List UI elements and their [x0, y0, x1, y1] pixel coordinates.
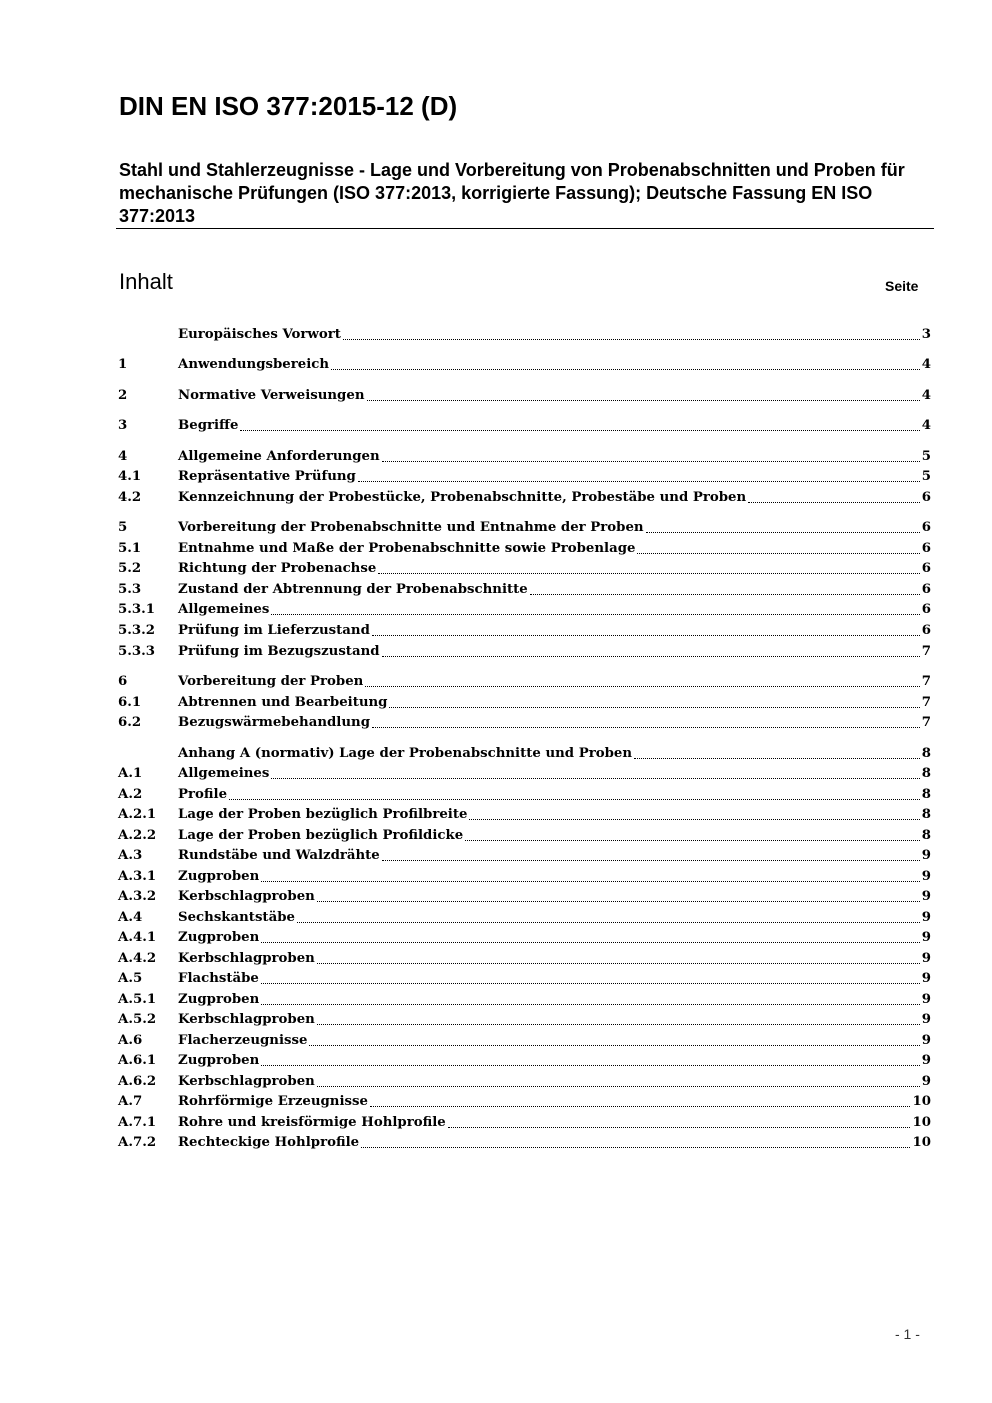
toc-entry-title: Zugproben	[178, 930, 260, 945]
toc-entry-page: 8	[921, 766, 931, 781]
toc-entry-page: 7	[921, 695, 931, 710]
toc-leader-dots	[271, 778, 919, 779]
toc-entry-number: A.1	[118, 766, 143, 781]
toc-heading: Inhalt	[119, 269, 173, 294]
toc-entry-number: 4	[118, 449, 128, 464]
toc-entry-title: Flacherzeugnisse	[178, 1033, 308, 1048]
toc-leader-dots	[261, 983, 920, 984]
toc-entry-number: A.2.1	[118, 807, 157, 822]
toc-entry-page: 10	[912, 1094, 931, 1109]
table-of-contents	[118, 0, 931, 1403]
toc-entry-title: Kerbschlagproben	[178, 889, 315, 904]
toc-entry-page: 7	[921, 715, 931, 730]
page-column-label: Seite	[885, 278, 919, 294]
toc-entry[interactable]	[118, 325, 931, 345]
toc-entry[interactable]	[118, 785, 931, 805]
toc-entry-number: A.6.2	[118, 1074, 157, 1089]
toc-entry-number: 5.1	[118, 541, 142, 556]
toc-entry-number: 5.3.3	[118, 644, 156, 659]
toc-entry[interactable]	[118, 846, 931, 866]
toc-leader-dots	[317, 1086, 920, 1087]
toc-leader-dots	[382, 461, 920, 462]
toc-entry[interactable]	[118, 467, 931, 487]
toc-entry[interactable]	[118, 416, 931, 436]
toc-entry[interactable]	[118, 559, 931, 579]
toc-entry-page: 5	[921, 449, 931, 464]
toc-entry-title: Vorbereitung der Probenabschnitte und Entnahme der Proben	[178, 520, 644, 535]
toc-entry[interactable]	[118, 693, 931, 713]
toc-entry-title: Rundstäbe und Walzdrähte	[178, 848, 380, 863]
toc-entry[interactable]	[118, 1113, 931, 1133]
toc-entry-number: A.5.1	[118, 992, 157, 1007]
toc-entry-page: 8	[921, 787, 931, 802]
toc-entry[interactable]	[118, 621, 931, 641]
toc-entry-title: Sechskantstäbe	[178, 910, 295, 925]
toc-leader-dots	[361, 1147, 910, 1148]
toc-entry-title: Bezugswärmebehandlung	[178, 715, 370, 730]
toc-entry-page: 9	[921, 1033, 931, 1048]
toc-leader-dots	[382, 656, 920, 657]
toc-leader-dots	[367, 400, 920, 401]
toc-entry-title: Vorbereitung der Proben	[178, 674, 364, 689]
toc-entry[interactable]	[118, 826, 931, 846]
toc-entry-number: 3	[118, 418, 128, 433]
toc-entry-page: 4	[921, 418, 931, 433]
toc-entry-number: 5.3.2	[118, 623, 156, 638]
toc-entry-page: 9	[921, 1053, 931, 1068]
toc-entry-title: Allgemeines	[178, 766, 270, 781]
toc-leader-dots	[469, 819, 919, 820]
toc-leader-dots	[271, 614, 919, 615]
toc-entry-title: Rohrförmige Erzeugnisse	[178, 1094, 368, 1109]
toc-entry-page: 9	[921, 951, 931, 966]
toc-entry-number: A.6.1	[118, 1053, 157, 1068]
toc-entry[interactable]	[118, 642, 931, 662]
toc-entry-page: 6	[921, 561, 931, 576]
toc-entry-page: 4	[921, 357, 931, 372]
toc-entry-page: 9	[921, 1012, 931, 1027]
toc-leader-dots	[317, 1024, 920, 1025]
toc-entry-page: 9	[921, 848, 931, 863]
toc-entry-number: A.4	[118, 910, 143, 925]
toc-leader-dots	[389, 707, 919, 708]
toc-entry-title: Zugproben	[178, 992, 260, 1007]
toc-entry-page: 10	[912, 1115, 931, 1130]
toc-leader-dots	[634, 758, 920, 759]
toc-entry-number: 5.3	[118, 582, 142, 597]
toc-entry-page: 5	[921, 469, 931, 484]
toc-entry[interactable]	[118, 447, 931, 467]
toc-entry-title: Anwendungsbereich	[178, 357, 330, 372]
toc-entry-number: 5.3.1	[118, 602, 156, 617]
toc-entry-number: A.4.2	[118, 951, 157, 966]
toc-entry-title: Repräsentative Prüfung	[178, 469, 356, 484]
toc-entry-page: 7	[921, 644, 931, 659]
document-title: DIN EN ISO 377:2015-12 (D)	[119, 91, 458, 121]
toc-entry-number: 4.2	[118, 490, 142, 505]
toc-leader-dots	[261, 942, 919, 943]
toc-entry[interactable]	[118, 867, 931, 887]
toc-entry-title: Kerbschlagproben	[178, 1012, 315, 1027]
toc-leader-dots	[331, 369, 920, 370]
toc-entry-title: Entnahme und Maße der Probenabschnitte sowie Probenlage	[178, 541, 636, 556]
toc-entry[interactable]	[118, 908, 931, 928]
toc-leader-dots	[229, 799, 920, 800]
toc-entry[interactable]	[118, 949, 931, 969]
toc-entry-page: 6	[921, 490, 931, 505]
toc-entry-title: Allgemeine Anforderungen	[178, 449, 380, 464]
toc-entry-page: 9	[921, 1074, 931, 1089]
toc-entry-title: Zustand der Abtrennung der Probenabschnitte	[178, 582, 528, 597]
toc-entry-number: A.3.2	[118, 889, 157, 904]
toc-entry[interactable]	[118, 969, 931, 989]
toc-entry[interactable]	[118, 1051, 931, 1071]
toc-entry[interactable]	[118, 355, 931, 375]
toc-leader-dots	[309, 1045, 919, 1046]
toc-entry[interactable]	[118, 1010, 931, 1030]
toc-entry-page: 6	[921, 520, 931, 535]
toc-entry-title: Kerbschlagproben	[178, 1074, 315, 1089]
page-number: - 1 -	[895, 1326, 920, 1342]
toc-entry-number: A.7.2	[118, 1135, 157, 1150]
toc-entry[interactable]	[118, 600, 931, 620]
toc-entry-page: 6	[921, 623, 931, 638]
toc-entry[interactable]	[118, 744, 931, 764]
toc-entry-page: 9	[921, 930, 931, 945]
toc-entry[interactable]	[118, 518, 931, 538]
toc-entry[interactable]	[118, 928, 931, 948]
toc-entry[interactable]	[118, 672, 931, 692]
toc-entry-page: 6	[921, 602, 931, 617]
toc-leader-dots	[261, 1065, 919, 1066]
toc-entry-page: 3	[921, 327, 931, 342]
toc-entry-number: A.5	[118, 971, 143, 986]
toc-entry-title: Allgemeines	[178, 602, 270, 617]
toc-leader-dots	[343, 339, 920, 340]
toc-entry-number: 5.2	[118, 561, 142, 576]
toc-entry-number: A.3	[118, 848, 143, 863]
toc-leader-dots	[370, 1106, 911, 1107]
toc-entry-title: Richtung der Probenachse	[178, 561, 377, 576]
document-subtitle: Stahl und Stahlerzeugnisse - Lage und Vorbereitung von Probenabschnitten und Proben für mechanische Prüfungen (ISO 377:2013, korrigierte Fassung); Deutsche Fassung EN ISO 377:2013	[119, 160, 905, 226]
toc-leader-dots	[530, 594, 920, 595]
toc-entry-number: A.7	[118, 1094, 143, 1109]
toc-leader-dots	[358, 481, 920, 482]
toc-entry-number: A.2.2	[118, 828, 157, 843]
toc-entry-page: 9	[921, 889, 931, 904]
toc-entry-title: Anhang A (normativ) Lage der Probenabschnitte und Proben	[178, 746, 633, 761]
toc-entry-title: Lage der Proben bezüglich Profilbreite	[178, 807, 468, 822]
toc-entry-title: Kerbschlagproben	[178, 951, 315, 966]
toc-entry-page: 7	[921, 674, 931, 689]
toc-entry-number: 6.1	[118, 695, 142, 710]
toc-entry[interactable]	[118, 805, 931, 825]
toc-leader-dots	[240, 430, 919, 431]
toc-entry-number: A.5.2	[118, 1012, 157, 1027]
toc-entry-page: 9	[921, 992, 931, 1007]
toc-leader-dots	[465, 840, 920, 841]
toc-entry-page: 6	[921, 582, 931, 597]
toc-entry-number: 4.1	[118, 469, 142, 484]
toc-leader-dots	[297, 922, 920, 923]
toc-entry[interactable]	[118, 539, 931, 559]
toc-entry[interactable]	[118, 1031, 931, 1051]
toc-entry-page: 8	[921, 828, 931, 843]
toc-entry-number: 6.2	[118, 715, 142, 730]
toc-entry-page: 9	[921, 869, 931, 884]
toc-entry-number: A.3.1	[118, 869, 157, 884]
toc-entry[interactable]	[118, 580, 931, 600]
toc-entry-number: 2	[118, 388, 128, 403]
toc-entry-title: Rechteckige Hohlprofile	[178, 1135, 360, 1150]
toc-entry-number: A.2	[118, 787, 143, 802]
toc-entry-title: Flachstäbe	[178, 971, 259, 986]
toc-entry-page: 6	[921, 541, 931, 556]
toc-leader-dots	[317, 963, 920, 964]
toc-entry[interactable]	[118, 1072, 931, 1092]
toc-leader-dots	[637, 553, 919, 554]
toc-entry-number: 6	[118, 674, 128, 689]
toc-leader-dots	[317, 901, 920, 902]
toc-entry-number: A.6	[118, 1033, 143, 1048]
toc-entry-title: Zugproben	[178, 1053, 260, 1068]
toc-leader-dots	[261, 881, 919, 882]
toc-entry-title: Prüfung im Bezugszustand	[178, 644, 380, 659]
toc-entry[interactable]	[118, 990, 931, 1010]
toc-leader-dots	[448, 1127, 911, 1128]
toc-entry-title: Begriffe	[178, 418, 239, 433]
toc-entry-title: Prüfung im Lieferzustand	[178, 623, 370, 638]
toc-leader-dots	[382, 860, 920, 861]
toc-leader-dots	[261, 1004, 919, 1005]
toc-entry[interactable]	[118, 1092, 931, 1112]
toc-entry-page: 8	[921, 746, 931, 761]
toc-entry[interactable]	[118, 713, 931, 733]
toc-entry-title: Kennzeichnung der Probestücke, Probenabschnitte, Probestäbe und Proben	[178, 490, 747, 505]
toc-entry-page: 4	[921, 388, 931, 403]
toc-entry-page: 9	[921, 971, 931, 986]
toc-leader-dots	[372, 635, 920, 636]
toc-entry-number: 1	[118, 357, 128, 372]
toc-entry-title: Abtrennen und Bearbeitung	[178, 695, 388, 710]
toc-leader-dots	[365, 686, 919, 687]
toc-entry-page: 8	[921, 807, 931, 822]
toc-entry-title: Profile	[178, 787, 228, 802]
toc-entry[interactable]	[118, 764, 931, 784]
toc-entry[interactable]	[118, 488, 931, 508]
toc-entry-page: 10	[912, 1135, 931, 1150]
toc-entry[interactable]	[118, 1133, 931, 1153]
toc-entry-number: A.4.1	[118, 930, 157, 945]
toc-entry-title: Europäisches Vorwort	[178, 327, 341, 342]
toc-entry-title: Lage der Proben bezüglich Profildicke	[178, 828, 464, 843]
toc-entry-title: Rohre und kreisförmige Hohlprofile	[178, 1115, 446, 1130]
toc-entry[interactable]	[118, 887, 931, 907]
toc-entry-title: Normative Verweisungen	[178, 388, 365, 403]
toc-leader-dots	[378, 573, 919, 574]
toc-entry-page: 9	[921, 910, 931, 925]
toc-entry[interactable]	[118, 386, 931, 406]
toc-entry-title: Zugproben	[178, 869, 260, 884]
toc-leader-dots	[748, 502, 920, 503]
toc-leader-dots	[646, 532, 920, 533]
toc-leader-dots	[372, 727, 920, 728]
toc-entry-number: A.7.1	[118, 1115, 157, 1130]
toc-entry-number: 5	[118, 520, 128, 535]
